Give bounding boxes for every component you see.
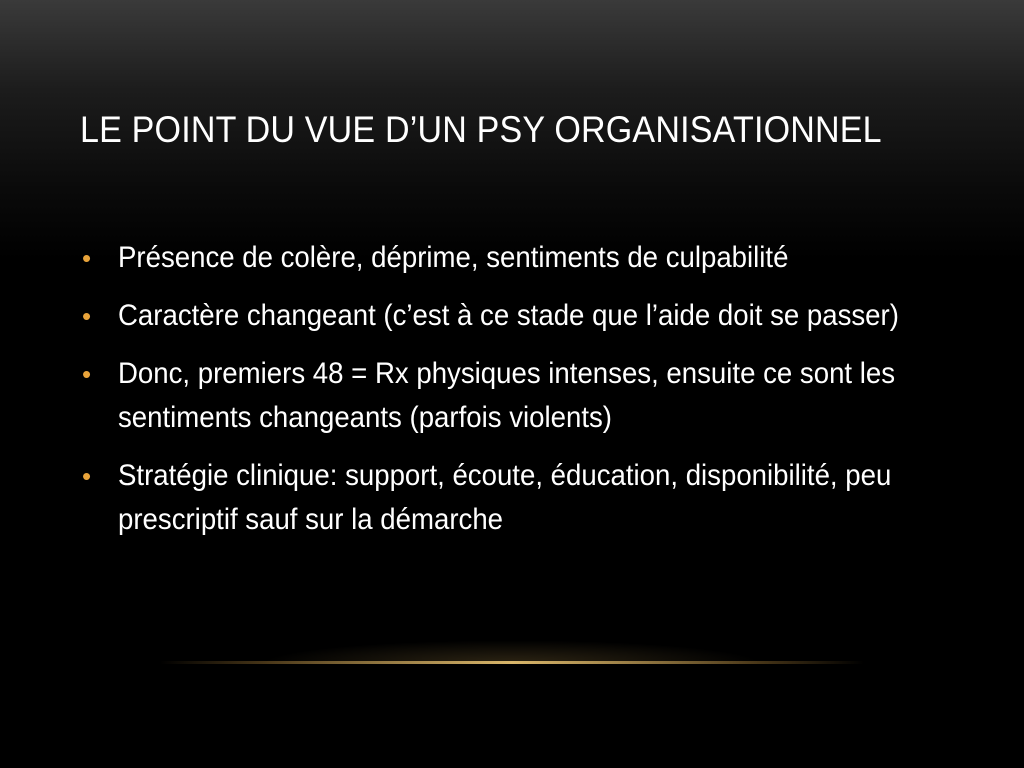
bullet-icon: • xyxy=(82,243,92,273)
bullet-icon: • xyxy=(82,359,92,389)
bullet-text: Caractère changeant (c’est à ce stade que l’aide doit se passer) xyxy=(118,299,899,332)
gold-divider-line xyxy=(160,661,864,664)
bullet-item xyxy=(80,236,960,280)
slide-title: LE POINT DU VUE D’UN PSY ORGANISATIONNEL xyxy=(80,109,882,150)
bullet-list xyxy=(80,236,960,556)
bullet-item xyxy=(80,294,960,338)
bullet-item xyxy=(80,454,960,542)
bullet-icon: • xyxy=(82,461,92,491)
bullet-text: Présence de colère, déprime, sentiments de culpabilité xyxy=(118,241,789,274)
bullet-item xyxy=(80,352,960,440)
bullet-text: Donc, premiers 48 = Rx physiques intenses, ensuite ce sont les sentiments changeants (parfois violents) xyxy=(118,357,896,434)
bullet-icon: • xyxy=(82,301,92,331)
bullet-text: Stratégie clinique: support, écoute, éducation, disponibilité, peu prescriptif sauf sur la démarche xyxy=(118,459,892,536)
